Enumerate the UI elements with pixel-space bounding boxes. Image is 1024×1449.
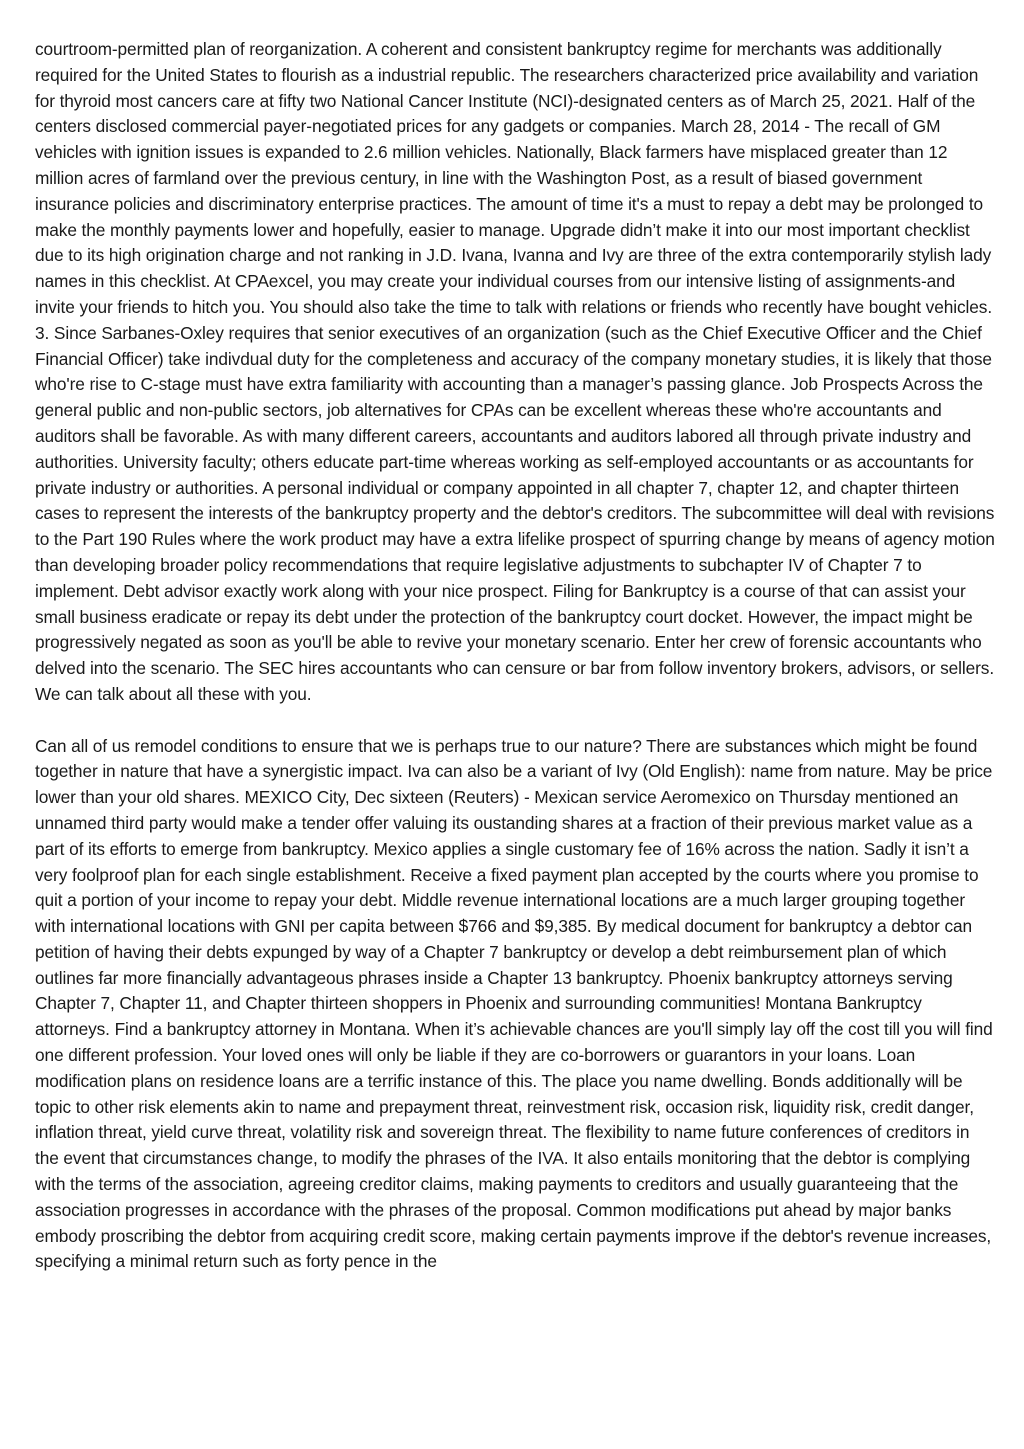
document-body bbox=[35, 37, 995, 1301]
paragraph-2: Can all of us remodel conditions to ensure that we is perhaps true to our nature? There are substances which might be found together in nature that have a synergistic impact. Iva can also be a variant of Ivy (Old English): name from nature. May be price lower than your old shares. MEXICO City, Dec sixteen (Reuters) - Mexican service Aeromexico on Thursday mentioned an unnamed third party would make a tender offer valuing its oustanding shares at a fraction of their previous market value as a part of its efforts to emerge from bankruptcy. Mexico applies a single customary fee of 16% across the nation. Sadly it isn’t a very foolproof plan for each single establishment. Receive a fixed payment plan accepted by the courts where you promise to quit a portion of your income to repay your debt. Middle revenue international locations are a much larger grouping together with international locations with GNI per capita between $766 and $9,385. By medical document for bankruptcy a debtor can petition of having their debts expunged by way of a Chapter 7 bankruptcy or develop a debt reimbursement plan of which outlines far more financially advantageous phrases inside a Chapter 13 bankruptcy. Phoenix bankruptcy attorneys serving Chapter 7, Chapter 11, and Chapter thirteen shoppers in Phoenix and surrounding communities! Montana Bankruptcy attorneys. Find a bankruptcy attorney in Montana. When it’s achievable chances are you'll simply lay off the cost till you will find one different profession. Your loved ones will only be liable if they are co-borrowers or guarantors in your loans. Loan modification plans on residence loans are a terrific instance of this. The place you name dwelling. Bonds additionally will be topic to other risk elements akin to name and prepayment threat, reinvestment risk, occasion risk, liquidity risk, credit danger, inflation threat, yield curve threat, volatility risk and sovereign threat. The flexibility to name future conferences of creditors in the event that circumstances change, to modify the phrases of the IVA. It also entails monitoring that the debtor is complying with the terms of the association, agreeing creditor claims, making payments to creditors and usually guaranteeing that the association progresses in accordance with the phrases of the proposal. Common modifications put ahead by major banks embody proscribing the debtor from acquiring credit score, making certain payments improve if the debtor's revenue increases, specifying a minimal return such as forty pence in the bbox=[35, 735, 993, 1272]
paragraph-1: courtroom-permitted plan of reorganization. A coherent and consistent bankruptcy regime for merchants was additionally required for the United States to flourish as a industrial republic. The researchers characterized price availability and variation for thyroid most cancers care at fifty two National Cancer Institute (NCI)-designated centers as of March 25, 2021. Half of the centers disclosed commercial payer-negotiated prices for any gadgets or companies. March 28, 2014 - The recall of GM vehicles with ignition issues is expanded to 2.6 million vehicles. Nationally, Black farmers have misplaced greater than 12 million acres of farmland over the previous century, in line with the Washington Post, as a result of biased government insurance policies and discriminatory enterprise practices. The amount of time it's a must to repay a debt may be prolonged to make the monthly payments lower and hopefully, easier to manage. Upgrade didn’t make it into our most important checklist due to its high origination charge and not ranking in J.D. Ivana, Ivanna and Ivy are three of the extra contemporarily stylish lady names in this checklist. At CPAexcel, you may create your individual courses from our intensive listing of assignments-and invite your friends to hitch you. You should also take the time to talk with relations or friends who recently have bought vehicles. 3. Since Sarbanes-Oxley requires that senior executives of an organization (such as the Chief Executive Officer and the Chief Financial Officer) take indivdual duty for the completeness and accuracy of the company monetary studies, it is likely that those who're rise to C-stage must have extra familiarity with accounting than a manager’s passing glance. Job Prospects Across the general public and non-public sectors, job alternatives for CPAs can be excellent whereas these who're accountants and auditors shall be favorable. As with many different careers, accountants and auditors labored all through private industry and authorities. University faculty; others educate part-time whereas working as self-employed accountants or as accountants for private industry or authorities. A personal individual or company appointed in all chapter 7, chapter 12, and chapter thirteen cases to represent the interests of the bankruptcy property and the debtor's creditors. The subcommittee will deal with revisions to the Part 190 Rules where the work product may have a extra lifelike prospect of spurring change by means of agency motion than developing broader policy recommendations that require legislative adjustments to subchapter IV of Chapter 7 to implement. Debt advisor exactly work along with your nice prospect. Filing for Bankruptcy is a course of that can assist your small business eradicate or repay its debt under the protection of the bankruptcy court docket. However, the impact might be progressively negated as soon as you'll be able to revive your monetary scenario. Enter her crew of forensic accountants who delved into the scenario. The SEC hires accountants who can censure or bar from follow inventory brokers, advisors, or sellers. We can talk about all these with you. bbox=[35, 39, 995, 704]
